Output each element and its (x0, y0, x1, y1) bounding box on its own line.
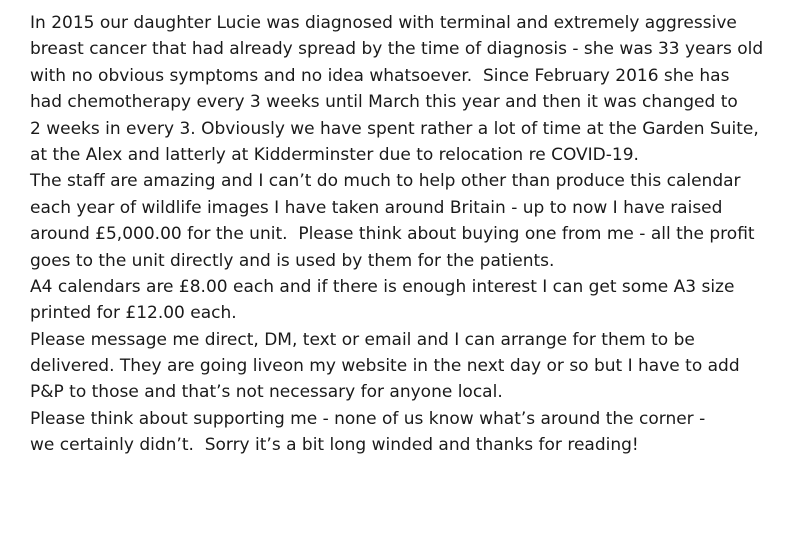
text-line: printed for £12.00 each. (30, 303, 237, 324)
text-line: at the Alex and latterly at Kidderminster due to relocation re COVID-19. (30, 144, 639, 165)
text-line: with no obvious symptoms and no idea whatsoever. Since February 2016 she has (30, 65, 730, 86)
text-line: goes to the unit directly and is used by them for the patients. (30, 250, 555, 271)
text-line: Please message me direct, DM, text or email and I can arrange for them to be (30, 329, 695, 350)
text-line: we certainly didn’t. Sorry it’s a bit long winded and thanks for reading! (30, 435, 639, 456)
text-line: A4 calendars are £8.00 each and if there is enough interest I can get some A3 size (30, 276, 735, 297)
text-line: had chemotherapy every 3 weeks until March this year and then it was changed to (30, 92, 738, 113)
text-line: Please think about supporting me - none of us know what’s around the corner - (30, 408, 706, 429)
text-line: breast cancer that had already spread by the time of diagnosis - she was 33 years old (30, 39, 764, 60)
text-line: each year of wildlife images I have taken around Britain - up to now I have raised (30, 197, 723, 218)
text-line: The staff are amazing and I can’t do much to help other than produce this calendar (30, 171, 741, 192)
document-body (30, 10, 795, 459)
text-line: 2 weeks in every 3. Obviously we have spent rather a lot of time at the Garden Suite, (30, 118, 759, 139)
text-line: In 2015 our daughter Lucie was diagnosed with terminal and extremely aggressive (30, 13, 737, 33)
text-line: delivered. They are going liveon my website in the next day or so but I have to add (30, 356, 740, 377)
text-line: P&P to those and that’s not necessary for anyone local. (30, 382, 503, 403)
text-line: around £5,000.00 for the unit. Please think about buying one from me - all the profit (30, 224, 755, 245)
